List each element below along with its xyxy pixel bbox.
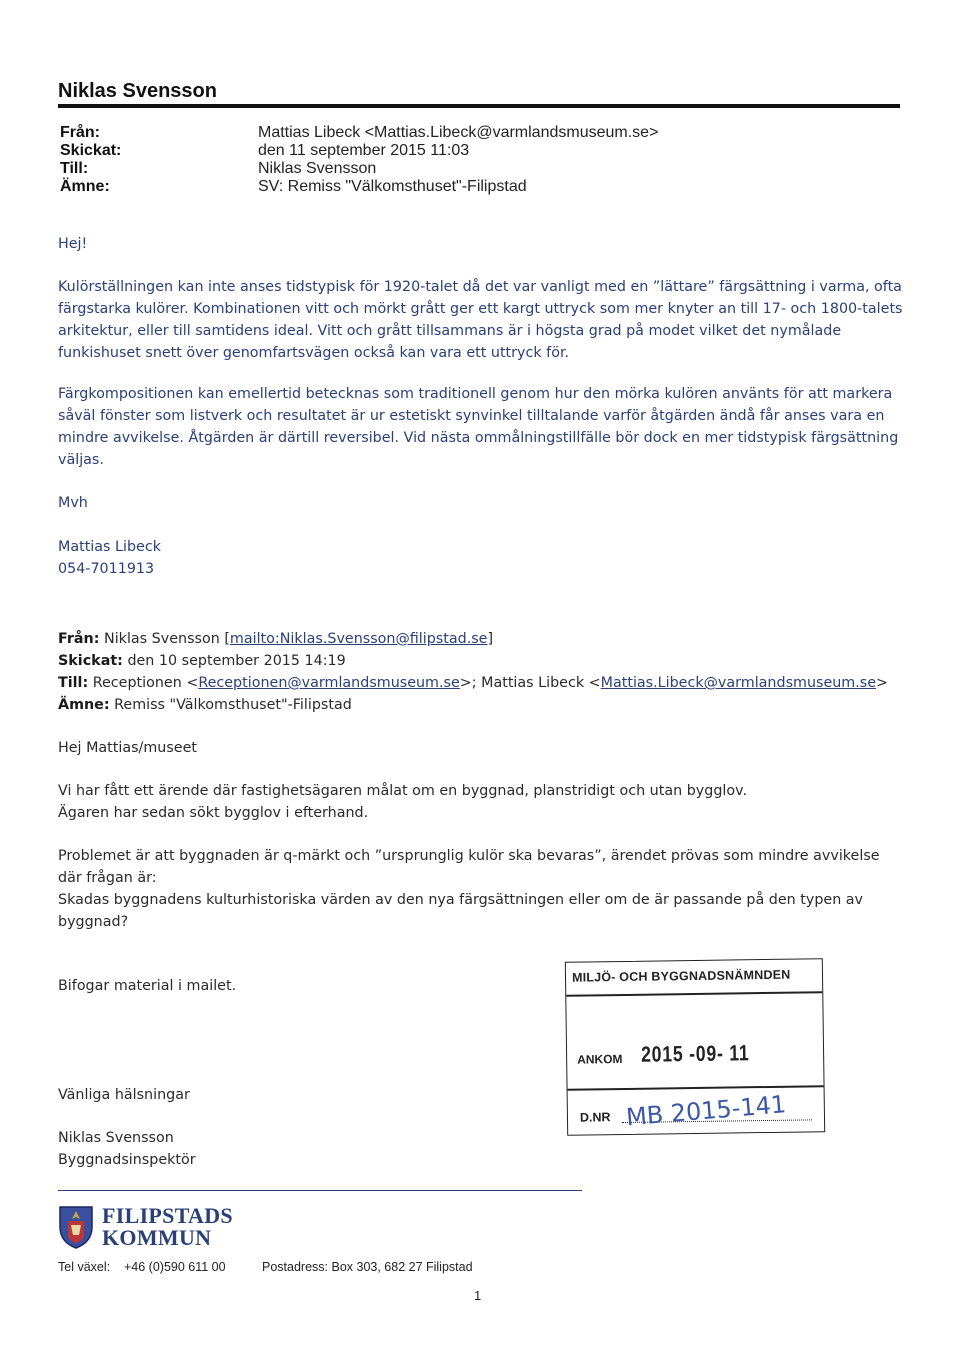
original-to-prefix: Receptionen < xyxy=(92,675,199,691)
original-to-line xyxy=(58,672,903,694)
reply-paragraph-2: Färgkompositionen kan emellertid betecknas som traditionell genom hur den mörka kulören använts för att markera såväl fönster som listverk och resultatet är ur estetiskt synvinkel tilltalande varför åtgärden ändå får anses vara en mindre avvikelse. Åtgärden är därtill reversibel. Vid nästa ommålningstillfälle bör dock en mer tidstypisk färgsättning väljas. xyxy=(58,386,899,468)
to-label: Till: xyxy=(60,160,89,177)
stamp-date: 2015 -09- 11 xyxy=(640,1040,750,1067)
subject-label: Ämne: xyxy=(60,178,110,195)
sender-name: Niklas Svensson xyxy=(58,80,217,102)
original-from-email-link[interactable]: mailto:Niklas.Svensson@filipstad.se xyxy=(229,631,488,647)
signature-title: Byggnadsinspektör xyxy=(58,1152,196,1168)
page-number: 1 xyxy=(474,1288,482,1303)
libeck-email-link[interactable]: Mattias.Libeck@varmlandsmuseum.se xyxy=(600,675,877,691)
subject-value: SV: Remiss "Välkomsthuset"-Filipstad xyxy=(258,178,527,195)
original-paragraph-1-line-1: Vi har fått ett ärende där fastighetsägaren målat om en byggnad, planstridigt och utan bygglov. xyxy=(58,783,748,799)
regards: Vänliga hälsningar xyxy=(58,1087,190,1103)
reply-closing: Mvh xyxy=(58,495,88,511)
signature-name: Niklas Svensson xyxy=(58,1130,174,1146)
phone-value: +46 (0)590 611 00 xyxy=(124,1260,226,1274)
stamp-divider xyxy=(566,991,822,996)
coat-of-arms-icon xyxy=(58,1205,94,1249)
original-from-end: ] xyxy=(487,631,494,647)
reply-paragraph-1: Kulörställningen kan inte anses tidstypisk för 1920-talet då det var vanligt med en ”lättare” färgsättning i varma, ofta färgstarka kulörer. Kombinationen vitt och mörkt grått ger ett kargt uttryck som mer knyter an till 17- och 1800-talets arkitektur, eller till samtidens ideal. Vitt och grått tillsammans är i högsta grad på modet vilket det nymålade funkishuset snett över genomfartsvägen också kan vara ett uttryck för. xyxy=(58,279,903,361)
original-paragraph-1-line-2: Ägaren har sedan sökt bygglov i efterhand. xyxy=(58,805,369,821)
original-paragraph-2-line-1: Problemet är att byggnaden är q-märkt och ”ursprunglig kulör ska bevaras”, ärendet prövas som mindre avvikelse där frågan är: xyxy=(58,848,880,886)
brand-line-2: KOMMUN xyxy=(102,1225,212,1250)
header-rule xyxy=(58,104,900,108)
from-value: Mattias Libeck <Mattias.Libeck@varmlandsmuseum.se> xyxy=(258,124,659,141)
signature-rule xyxy=(58,1190,582,1191)
original-from-name: Niklas Svensson [ xyxy=(104,631,230,647)
original-to-end: > xyxy=(876,675,889,691)
stamp-ankom-label: ANKOM xyxy=(577,1052,623,1067)
original-sent-label: Skickat: xyxy=(58,653,123,669)
original-greeting: Hej Mattias/museet xyxy=(58,740,198,756)
sent-value: den 11 september 2015 11:03 xyxy=(258,142,470,159)
original-subject-label: Ämne: xyxy=(58,697,110,713)
reply-greeting: Hej! xyxy=(58,236,88,252)
municipality-logo-text xyxy=(102,1205,233,1249)
original-subject-line xyxy=(58,694,903,716)
postal-address: Postadress: Box 303, 682 27 Filipstad xyxy=(262,1260,473,1274)
original-sent-value: den 10 september 2015 14:19 xyxy=(127,653,346,669)
reply-signature-phone: 054-7011913 xyxy=(58,561,155,577)
original-subject-value: Remiss "Välkomsthuset"-Filipstad xyxy=(114,697,352,713)
phone-label: Tel växel: xyxy=(58,1260,111,1274)
attachment-note: Bifogar material i mailet. xyxy=(58,978,237,994)
stamp-handwritten-number: MB 2015-141 xyxy=(625,1090,788,1132)
reception-email-link[interactable]: Receptionen@varmlandsmuseum.se xyxy=(198,675,460,691)
sent-label: Skickat: xyxy=(60,142,122,159)
original-from-label: Från: xyxy=(58,631,100,647)
original-sent-line xyxy=(58,650,903,672)
received-stamp xyxy=(565,958,825,1136)
brand-line-1: FILIPSTADS xyxy=(102,1203,233,1228)
stamp-title: MILJÖ- OCH BYGGNADSNÄMNDEN xyxy=(571,967,791,985)
original-paragraph-2-line-2: Skadas byggnadens kulturhistoriska värden av den nya färgsättningen eller om de är passande på den typen av byggnad? xyxy=(58,892,864,930)
reply-signature-name: Mattias Libeck xyxy=(58,539,161,555)
to-value: Niklas Svensson xyxy=(258,160,377,177)
stamp-divider-2 xyxy=(568,1085,824,1090)
original-to-label: Till: xyxy=(58,675,89,691)
from-label: Från: xyxy=(60,124,100,141)
stamp-dnr-label: D.NR xyxy=(579,1110,611,1125)
original-to-mid: >; Mattias Libeck < xyxy=(459,675,601,691)
original-from-line xyxy=(58,628,903,650)
